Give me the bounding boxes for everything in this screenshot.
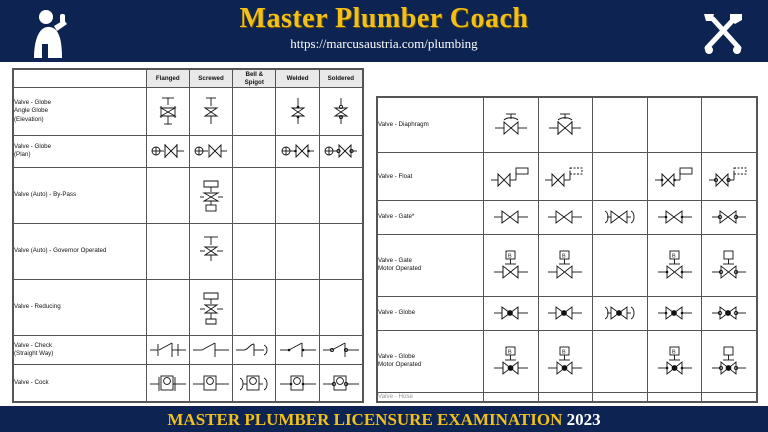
page-header [0, 0, 768, 62]
symbol-reducing-screwed [189, 279, 232, 335]
symbol-gate-c [593, 201, 648, 235]
row-label-auto-governor: Valve (Auto) - Governor Operated [14, 223, 147, 279]
svg-text:B: B [507, 253, 512, 260]
symbol-bypass-welded [276, 167, 319, 223]
symbol-globe-motor-c [593, 330, 648, 392]
symbol-globe-plan-screwed [189, 135, 232, 167]
symbol-globe-motor-d [647, 330, 702, 392]
symbol-hose-b [538, 392, 593, 401]
symbol-gate-motor-c [593, 234, 648, 296]
symbol-diaphragm-b [538, 98, 593, 153]
table-row [378, 153, 757, 201]
symbol-gate-motor-d [647, 234, 702, 296]
column-header-screwed: Screwed [189, 70, 232, 88]
symbols-table-right [376, 96, 758, 403]
table-row [378, 330, 757, 392]
column-header-flanged: Flanged [146, 70, 189, 88]
row-label-globe: Valve - Globe [378, 296, 484, 330]
symbol-globe-e [702, 296, 757, 330]
svg-text:B: B [562, 349, 567, 356]
column-header-bell-spigot: Bell & Spigot [233, 70, 276, 88]
symbol-check-bell [233, 336, 276, 365]
symbol-cock-flanged [146, 364, 189, 401]
symbol-governor-welded [276, 223, 319, 279]
table-row [14, 223, 363, 279]
symbol-globe-angle-elev-bell [233, 88, 276, 136]
table-row [378, 234, 757, 296]
symbol-globe-motor-e [702, 330, 757, 392]
symbol-diaphragm-d [647, 98, 702, 153]
symbol-globe-plan-bell [233, 135, 276, 167]
wrench-and-screwdriver-icon [700, 10, 746, 54]
table-row [14, 167, 363, 223]
symbol-check-screwed [189, 336, 232, 365]
symbol-globe-angle-elev-flanged [146, 88, 189, 136]
table-row [14, 135, 363, 167]
symbol-diaphragm-a [484, 98, 539, 153]
table-row [14, 88, 363, 136]
row-label-globe-motor: Valve - Globe Motor Operated [378, 330, 484, 392]
symbol-globe-angle-elev-screwed [189, 88, 232, 136]
symbol-check-flanged [146, 336, 189, 365]
symbol-globe-plan-welded [276, 135, 319, 167]
symbol-reducing-flanged [146, 279, 189, 335]
svg-text:B: B [562, 253, 567, 260]
svg-text:B: B [507, 349, 512, 356]
symbol-governor-soldered [319, 223, 362, 279]
symbol-float-e [702, 153, 757, 201]
svg-text:B: B [671, 253, 676, 260]
symbol-reducing-welded [276, 279, 319, 335]
page-footer [0, 406, 768, 432]
row-label-hose: Valve - Hose [378, 392, 484, 401]
symbol-hose-e [702, 392, 757, 401]
footer-year: 2023 [566, 410, 601, 429]
symbol-cock-welded [276, 364, 319, 401]
symbol-float-b [538, 153, 593, 201]
symbols-table-left [12, 68, 364, 403]
symbol-bypass-bell [233, 167, 276, 223]
row-label-gate: Valve - Gate* [378, 201, 484, 235]
column-header-blank [14, 70, 147, 88]
symbol-governor-bell [233, 223, 276, 279]
symbol-gate-motor-e [702, 234, 757, 296]
symbol-hose-a [484, 392, 539, 401]
table-row [378, 296, 757, 330]
symbol-governor-flanged [146, 223, 189, 279]
row-label-globe-angle-elevation: Valve - Globe Angle Globe (Elevation) [14, 88, 147, 136]
table-row [14, 364, 363, 401]
row-label-diaphragm: Valve - Diaphragm [378, 98, 484, 153]
symbol-globe-plan-flanged [146, 135, 189, 167]
symbol-diaphragm-c [593, 98, 648, 153]
row-label-cock: Valve - Cock [14, 364, 147, 401]
symbol-governor-screwed [189, 223, 232, 279]
symbol-gate-b [538, 201, 593, 235]
symbol-bypass-screwed [189, 167, 232, 223]
symbol-hose-c [593, 392, 648, 401]
table-row [378, 201, 757, 235]
symbol-check-soldered [319, 336, 362, 365]
symbol-hose-d [647, 392, 702, 401]
symbol-diaphragm-e [702, 98, 757, 153]
symbol-globe-c [593, 296, 648, 330]
symbol-reducing-bell [233, 279, 276, 335]
symbol-globe-b [538, 296, 593, 330]
row-label-reducing: Valve - Reducing [14, 279, 147, 335]
symbol-gate-a [484, 201, 539, 235]
footer-main-label: MASTER PLUMBER LICENSURE EXAMINATION [167, 410, 567, 429]
table-header-row [14, 70, 363, 88]
symbol-globe-motor-b [538, 330, 593, 392]
symbol-globe-angle-elev-soldered [319, 88, 362, 136]
symbol-globe-a [484, 296, 539, 330]
symbol-float-a [484, 153, 539, 201]
symbol-globe-motor-a [484, 330, 539, 392]
symbol-gate-motor-b [538, 234, 593, 296]
symbol-bypass-soldered [319, 167, 362, 223]
row-label-auto-bypass: Valve (Auto) - By-Pass [14, 167, 147, 223]
symbol-float-d [647, 153, 702, 201]
symbol-gate-motor-a [484, 234, 539, 296]
symbol-bypass-flanged [146, 167, 189, 223]
row-label-globe-plan: Valve - Globe (Plan) [14, 135, 147, 167]
row-label-gate-motor: Valve - Gate Motor Operated [378, 234, 484, 296]
symbol-globe-angle-elev-welded [276, 88, 319, 136]
table-row [378, 392, 757, 401]
symbol-globe-d [647, 296, 702, 330]
symbol-reducing-soldered [319, 279, 362, 335]
column-header-soldered: Soldered [319, 70, 362, 88]
table-row [14, 279, 363, 335]
table-row [14, 336, 363, 365]
symbol-cock-screwed [189, 364, 232, 401]
column-header-welded: Welded [276, 70, 319, 88]
symbol-gate-d [647, 201, 702, 235]
symbol-float-c [593, 153, 648, 201]
table-row [378, 98, 757, 153]
symbol-check-welded [276, 336, 319, 365]
svg-text:B: B [671, 349, 676, 356]
row-label-check-straight: Valve - Check (Straight Way) [14, 336, 147, 365]
site-url: https://marcusaustria.com/plumbing [290, 36, 478, 51]
page-title: Master Plumber Coach [239, 3, 529, 34]
symbol-cock-bell [233, 364, 276, 401]
symbol-gate-e [702, 201, 757, 235]
symbol-cock-soldered [319, 364, 362, 401]
row-label-float: Valve - Float [378, 153, 484, 201]
symbol-globe-plan-soldered [319, 135, 362, 167]
footer-banner-text [0, 410, 768, 430]
